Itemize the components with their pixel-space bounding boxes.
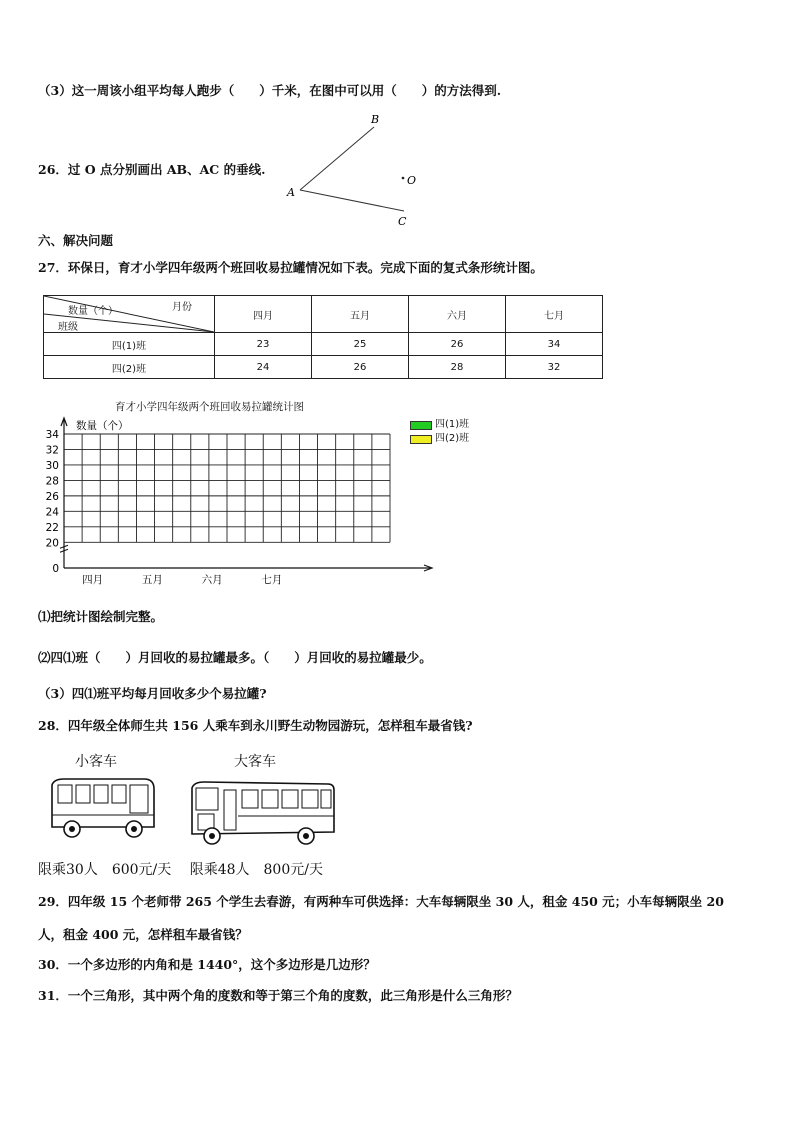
table-cell: 24 — [215, 356, 312, 379]
x-tick-label: 七月 — [261, 574, 283, 586]
y-tick-label: 24 — [45, 506, 59, 519]
bar-chart — [30, 398, 450, 588]
question-25-3: （3）这一周该小组平均每人跑步（ ）千米，在图中可以用（ ）的方法得到. — [38, 83, 502, 98]
point-o — [402, 177, 405, 180]
table-cell: 23 — [215, 333, 312, 356]
header-month: 月份 — [172, 302, 192, 313]
table-cell: 28 — [409, 356, 506, 379]
large-bus-label: 大客车 — [234, 754, 276, 770]
y-tick-label: 28 — [45, 475, 59, 488]
x-tick-label: 六月 — [201, 574, 223, 586]
section-6-heading: 六、解决问题 — [38, 233, 114, 248]
question-31: 31．一个三角形，其中两个角的度数和等于第三个角的度数，此三角形是什么三角形？ — [38, 988, 518, 1003]
table-row — [44, 356, 603, 379]
question-27-3: （3）四⑴班平均每月回收多少个易拉罐? — [38, 686, 267, 701]
label-c: C — [398, 215, 407, 228]
question-29-line2: 人，租金 400 元，怎样租车最省钱？ — [38, 927, 248, 942]
table-cell: 26 — [312, 356, 409, 379]
label-a: A — [287, 186, 295, 199]
month-header: 七月 — [506, 296, 603, 333]
row-label: 四(1)班 — [44, 333, 215, 356]
table-cell: 26 — [409, 333, 506, 356]
x-tick-label: 五月 — [141, 574, 163, 586]
header-quantity: 数量（个） — [68, 306, 118, 317]
question-30: 30．一个多边形的内角和是 1440°，这个多边形是几边形？ — [38, 957, 376, 972]
month-header: 六月 — [409, 296, 506, 333]
question-27-2: ⑵四⑴班（ ）月回收的易拉罐最多。（ ）月回收的易拉罐最少。 — [38, 650, 432, 665]
y-tick-label: 20 — [45, 537, 59, 550]
header-class: 班级 — [58, 322, 78, 333]
y-tick-label: 30 — [45, 459, 59, 472]
y-tick-label: 22 — [45, 521, 59, 534]
large-bus-icon — [188, 780, 338, 848]
table-cell: 34 — [506, 333, 603, 356]
ray-ab — [300, 127, 374, 190]
bus-info: 限乘30人 600元/天 限乘48人 800元/天 — [38, 862, 323, 878]
table-cell: 25 — [312, 333, 409, 356]
y-tick-label: 0 — [52, 563, 59, 575]
question-29-line1: 29．四年级 15 个老师带 265 个学生去春游，有两种车可供选择：大车每辆限坐 30 人，租金 450 元；小车每辆限坐 20 — [38, 894, 724, 909]
angle-figure — [280, 110, 430, 230]
month-header: 五月 — [312, 296, 409, 333]
table-cell: 32 — [506, 356, 603, 379]
table-header-diagonal — [44, 296, 215, 333]
table-row — [44, 333, 603, 356]
row-label: 四(2)班 — [44, 356, 215, 379]
question-28: 28．四年级全体师生共 156 人乘车到永川野生动物园游玩，怎样租车最省钱? — [38, 718, 473, 733]
chart-title: 育才小学四年级两个班回收易拉罐统计图 — [115, 401, 304, 413]
legend-label-class2: 四(2)班 — [435, 433, 470, 444]
y-axis-label: 数量（个） — [76, 420, 129, 432]
y-tick-label: 26 — [45, 490, 59, 503]
question-27: 27．环保日，育才小学四年级两个班回收易拉罐情况如下表。完成下面的复式条形统计图。 — [38, 260, 543, 275]
label-b: B — [371, 113, 380, 126]
y-tick-label: 34 — [45, 429, 59, 441]
question-26: 26．过 O 点分别画出 AB、AC 的垂线. — [38, 162, 266, 177]
legend-label-class1: 四(1)班 — [435, 419, 470, 430]
x-tick-label: 四月 — [82, 574, 104, 586]
label-o: O — [407, 174, 417, 187]
month-header: 四月 — [215, 296, 312, 333]
ray-ac — [300, 190, 404, 211]
small-bus-label: 小客车 — [75, 754, 117, 770]
recycling-table — [43, 295, 603, 379]
y-tick-label: 32 — [45, 444, 59, 457]
question-27-1: ⑴把统计图绘制完整。 — [38, 609, 164, 624]
small-bus-icon — [44, 775, 159, 845]
